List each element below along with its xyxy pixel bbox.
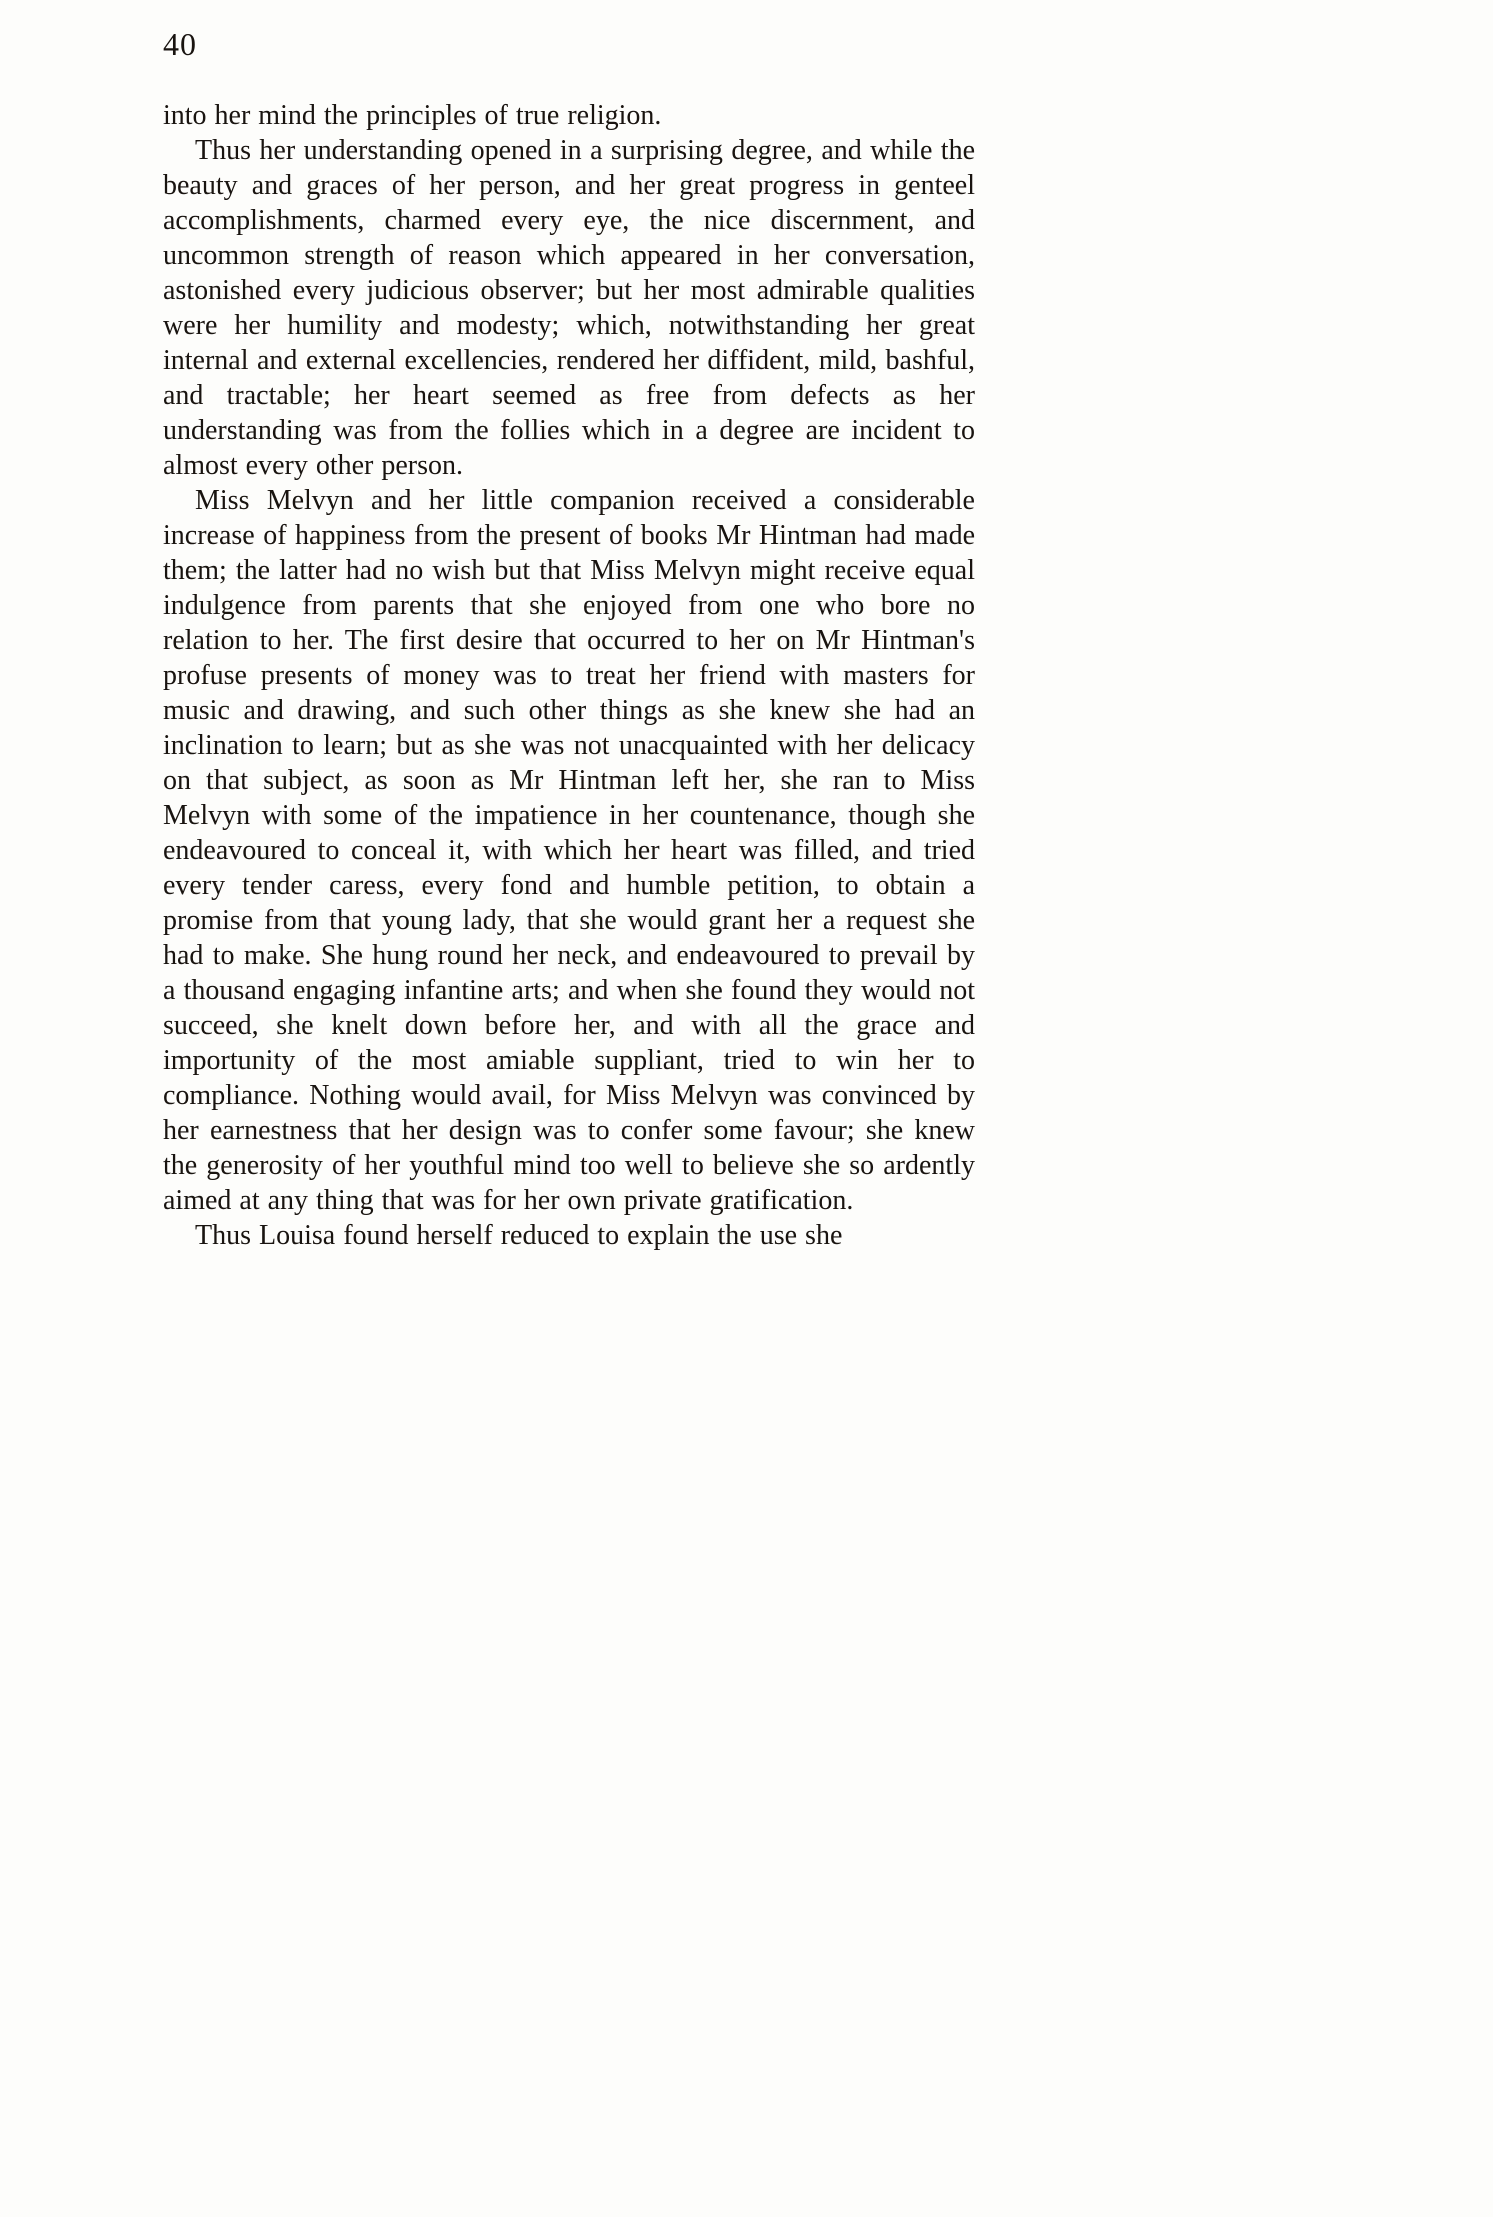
text-block bbox=[163, 98, 975, 1253]
paragraph: into her mind the principles of true religion. bbox=[163, 100, 662, 131]
paragraph: Thus Louisa found herself reduced to explain the use she bbox=[195, 1220, 843, 1251]
paragraph: Miss Melvyn and her little companion received a considerable increase of happiness from the present of books Mr Hintman had made them; the latter had no wish but that Miss Melvyn might receive equal indulgence from parents that she enjoyed from one who bore no relation to her. The first desire that occurred to her on Mr Hintman's profuse presents of money was to treat her friend with masters for music and drawing, and such other things as she knew she had an inclination to learn; but as she was not unacquainted with her delicacy on that subject, as soon as Mr Hintman left her, she ran to Miss Melvyn with some of the impatience in her countenance, though she endeavoured to conceal it, with which her heart was filled, and tried every tender caress, every fond and humble petition, to obtain a promise from that young lady, that she would grant her a request she had to make. She hung round her neck, and endeavoured to prevail by a thousand engaging infantine arts; and when she found they would not succeed, she knelt down before her, and with all the grace and importunity of the most amiable suppliant, tried to win her to compliance. Nothing would avail, for Miss Melvyn was convinced by her earnestness that her design was to confer some favour; she knew the generosity of her youthful mind too well to believe she so ardently aimed at any thing that was for her own private gratification. bbox=[163, 485, 975, 1216]
paragraph: Thus her understanding opened in a surprising degree, and while the beauty and graces of her person, and her great progress in genteel accomplishments, charmed every eye, the nice discernment, and uncommon strength of reason which appeared in her conversation, astonished every judicious observer; but her most admirable qualities were her humility and modesty; which, notwithstanding her great internal and external excellencies, rendered her diffident, mild, bashful, and tractable; her heart seemed as free from defects as her understanding was from the follies which in a degree are incident to almost every other person. bbox=[163, 135, 975, 481]
page-number: 40 bbox=[163, 26, 197, 62]
